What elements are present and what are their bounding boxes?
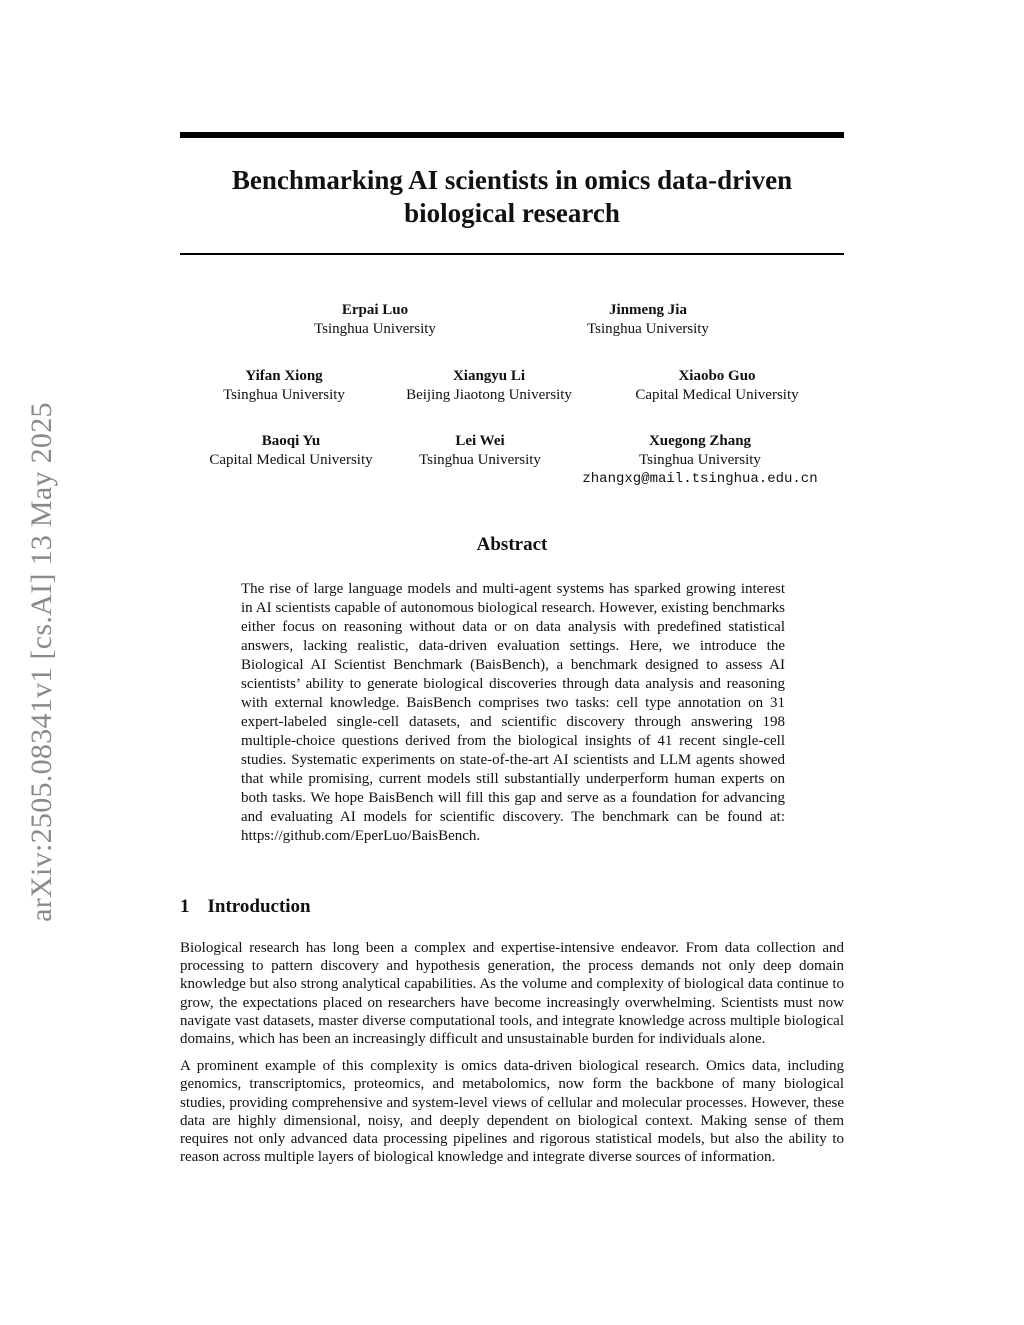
author-name: Yifan Xiong [245, 368, 323, 384]
paper-title: Benchmarking AI scientists in omics data-driven biological research [231, 165, 793, 228]
author-block [528, 301, 768, 339]
section-title: Introduction [207, 896, 311, 917]
section-heading-introduction [180, 896, 311, 918]
author-name: Jinmeng Jia [609, 302, 687, 318]
author-block [255, 301, 495, 339]
author-block [164, 367, 404, 405]
author-name: Erpai Luo [341, 302, 409, 318]
author-affiliation: Tsinghua University [639, 452, 761, 468]
author-affiliation: Tsinghua University [223, 387, 345, 403]
author-affiliation: Tsinghua University [314, 321, 436, 337]
author-affiliation: Beijing Jiaotong University [406, 387, 572, 403]
arxiv-identifier: arXiv:2505.08341v1 [cs.AI] 13 May 2025 [25, 402, 58, 922]
author-affiliation: Tsinghua University [587, 321, 709, 337]
abstract-heading: Abstract [476, 534, 548, 555]
paragraph: Biological research has long been a complex and expertise-intensive endeavor. From data collection and processing to pattern discovery and hypothesis generation, the process demands not only deep domain knowledge but also strong analytical capabilities. As the volume and complexity of biological data continue to grow, the expectations placed on researchers have become increasingly overwhelming. Scientists must now navigate vast datasets, master diverse computational tools, and integrate knowledge across multiple biological domains, which has been an increasingly difficult and unsustainable burden for individuals alone. [180, 940, 844, 1048]
paragraph: A prominent example of this complexity is omics data-driven biological research. Omics data, including genomics, transcriptomics, proteomics, and metabolomics, now form the backbone of many biological studies, providing comprehensive and system-level views of cellular and molecular processes. However, these data are highly dimensional, noisy, and deeply dependent on biological context. Making sense of them requires not only advanced data processing pipelines and rigorous statistical models, but also the ability to reason across multiple layers of biological knowledge and integrate diverse sources of information. [180, 1058, 844, 1166]
author-block [597, 367, 837, 405]
author-name: Xuegong Zhang [648, 433, 752, 449]
author-email[interactable]: zhangxg@mail.tsinghua.edu.cn [582, 471, 818, 487]
author-name: Xiangyu Li [452, 368, 526, 384]
author-name: Baoqi Yu [261, 433, 321, 449]
author-affiliation: Tsinghua University [419, 452, 541, 468]
author-block [360, 432, 600, 470]
author-name: Lei Wei [455, 433, 505, 449]
author-name: Xiaobo Guo [678, 368, 756, 384]
author-block [369, 367, 609, 405]
author-affiliation: Capital Medical University [635, 387, 799, 403]
title-rule-top [180, 132, 844, 138]
author-block [580, 432, 820, 489]
introduction-body [180, 939, 844, 1175]
title-rule-bottom [180, 253, 844, 255]
section-number: 1 [180, 896, 190, 917]
author-affiliation: Capital Medical University [209, 452, 373, 468]
abstract-text: The rise of large language models and multi-agent systems has sparked growing interest in AI scientists capable of autonomous biological research. However, existing benchmarks either focus on reasoning without data or on data analysis with predefined statistical answers, lacking realistic, data-driven evaluation settings. Here, we introduce the Biological AI Scientist Benchmark (BaisBench), a benchmark designed to assess AI scientists’ ability to generate biological discoveries through data analysis and reasoning with external knowledge. BaisBench comprises two tasks: cell type annotation on 31 expert-labeled single-cell datasets, and scientific discovery through answering 198 multiple-choice questions derived from the biological insights of 41 recent single-cell studies. Systematic experiments on state-of-the-art AI scientists and LLM agents showed that while promising, current models still substantially underperform human experts on both tasks. We hope BaisBench will fill this gap and serve as a foundation for advancing and evaluating AI models for scientific discovery. The benchmark can be found at: https://github.com/EperLuo/BaisBench. [241, 581, 785, 844]
